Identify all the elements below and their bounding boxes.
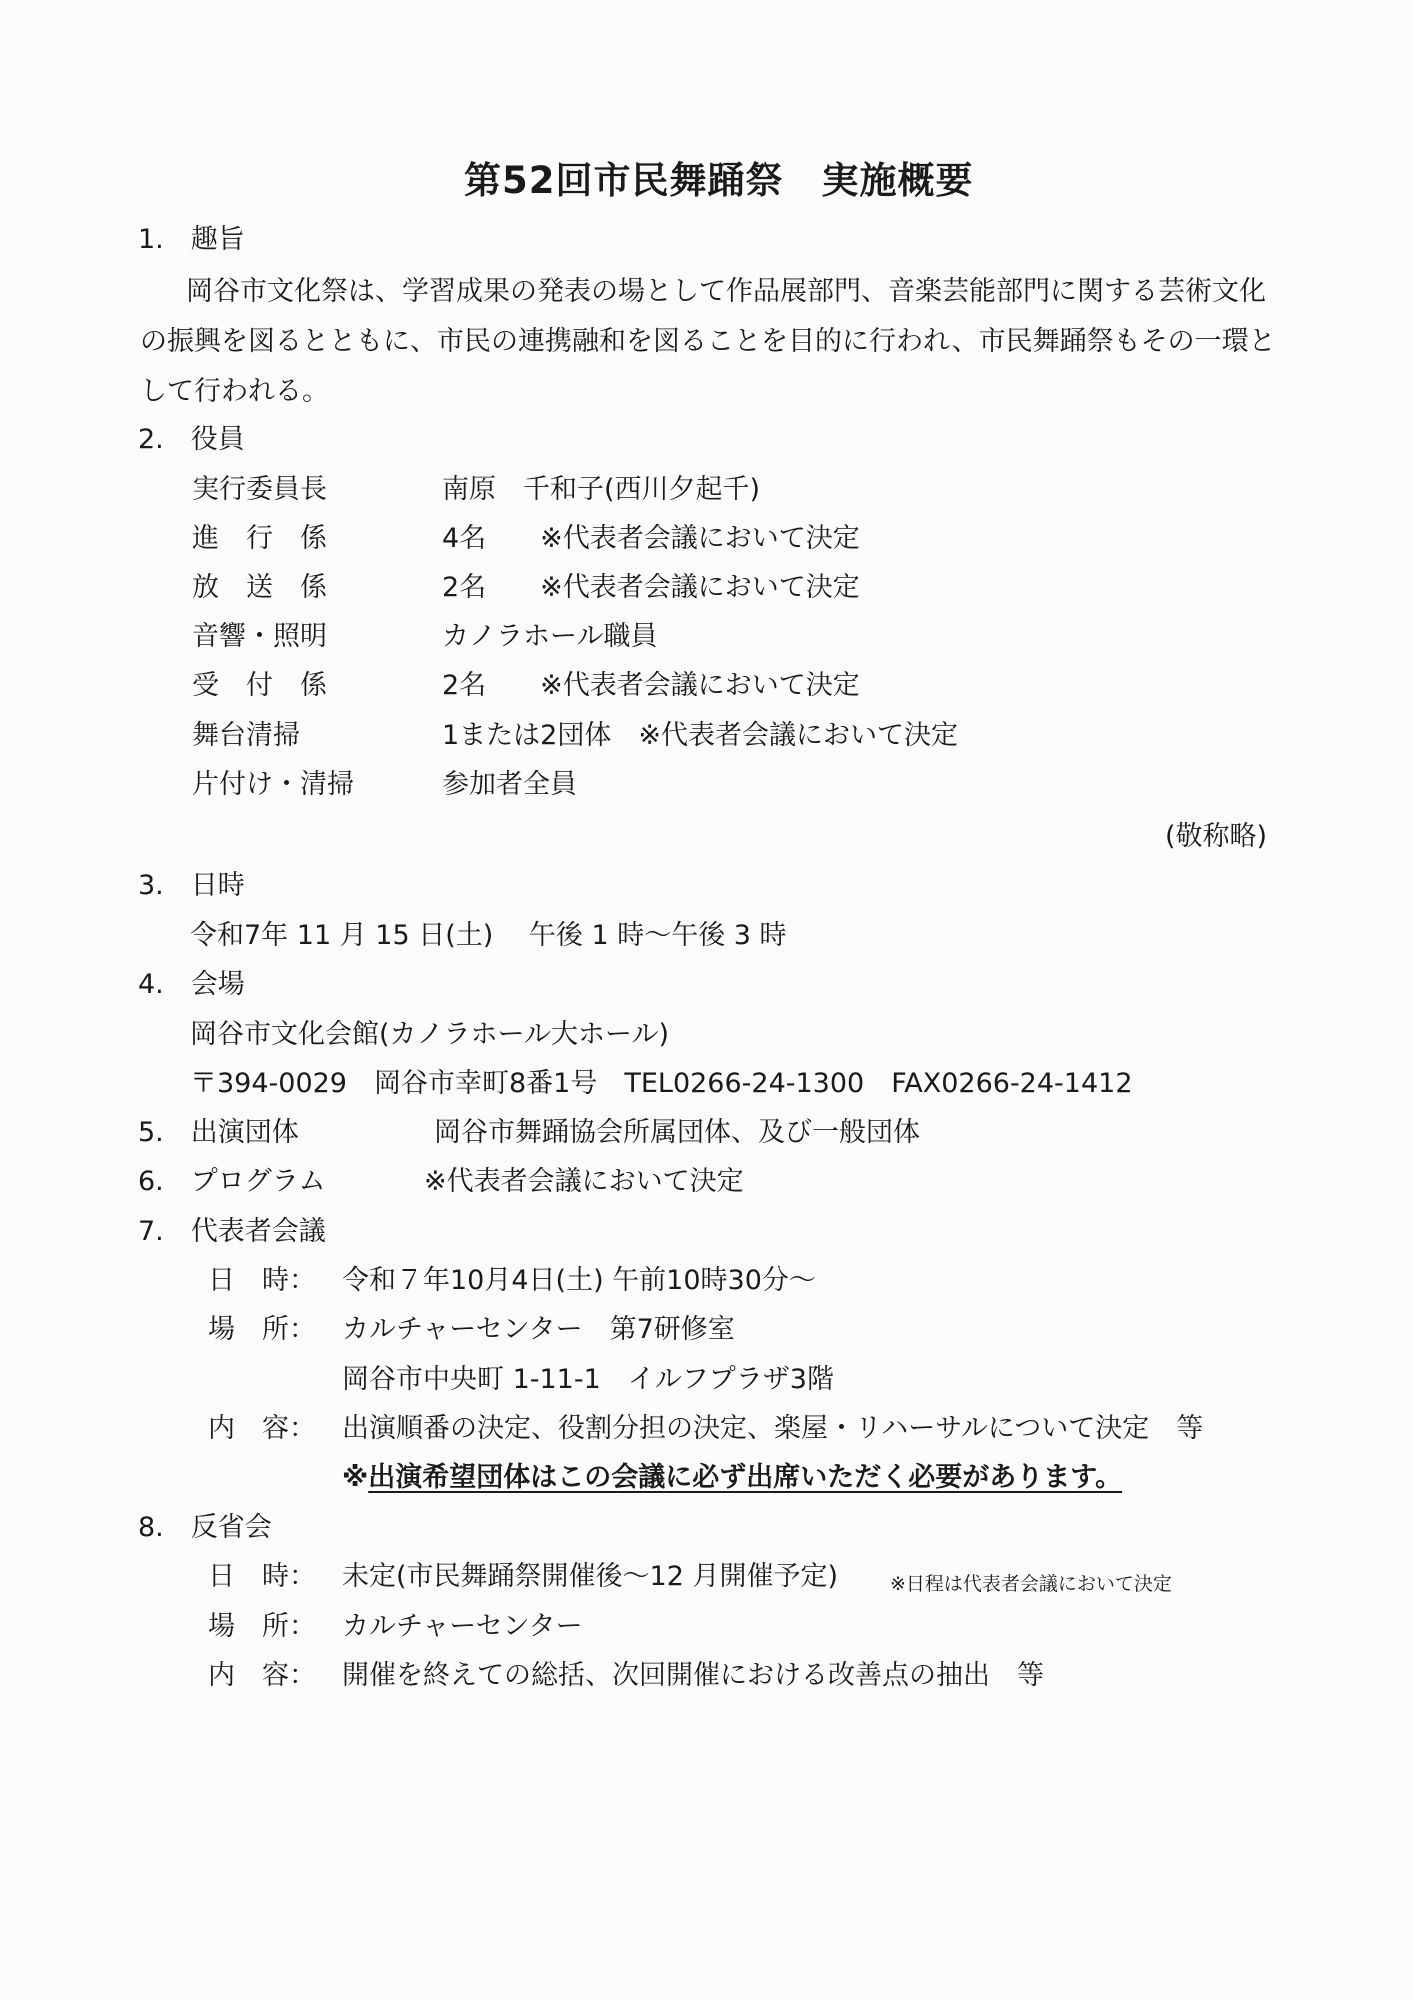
- role-value: 南原 千和子(西川夕起千): [442, 474, 761, 505]
- section-1-heading: 1. 趣旨: [138, 224, 245, 255]
- review-content: 開催を終えての総括、次回開催における改善点の抽出 等: [342, 1660, 1044, 1691]
- role-value: 参加者全員: [442, 769, 577, 800]
- role-label: 音響・照明: [192, 621, 327, 652]
- section-8-heading: 8. 反省会: [138, 1512, 272, 1543]
- purpose-line-1: 岡谷市文化祭は、学習成果の発表の場として作品展部門、音楽芸能部門に関する芸術文化: [186, 276, 1266, 307]
- meeting-place: カルチャーセンター 第7研修室: [342, 1314, 735, 1345]
- meeting-content-label: 内 容：: [208, 1413, 316, 1444]
- purpose-line-2: の振興を図るとともに、市民の連携融和を図ることを目的に行われ、市民舞踊祭もその一環と: [140, 326, 1276, 357]
- performers: 岡谷市舞踊協会所属団体、及び一般団体: [434, 1117, 920, 1148]
- meeting-place-label: 場 所：: [208, 1314, 316, 1345]
- notice-mark: ※: [342, 1462, 369, 1493]
- meeting-datetime: 令和７年10月4日(土) 午前10時30分～: [342, 1265, 816, 1296]
- attendance-notice: [342, 1462, 1122, 1494]
- section-3-heading: 3. 日時: [138, 870, 245, 901]
- section-4-heading: 4. 会場: [138, 969, 245, 1000]
- review-place: カルチャーセンター: [342, 1611, 583, 1642]
- section-6-heading: 6. プログラム: [138, 1166, 326, 1197]
- role-label: 実行委員長: [192, 474, 327, 505]
- section-7-heading: 7. 代表者会議: [138, 1216, 326, 1247]
- review-datetime: 未定(市民舞踊祭開催後～12 月開催予定): [342, 1561, 839, 1592]
- venue-name: 岡谷市文化会館(カノラホール大ホール): [190, 1019, 669, 1050]
- event-datetime: 令和7年 11 月 15 日(土) 午後 1 時～午後 3 時: [190, 920, 787, 951]
- section-5-heading: 5. 出演団体: [138, 1117, 299, 1148]
- meeting-place-address: 岡谷市中央町 1-11-1 イルフプラザ3階: [342, 1364, 834, 1395]
- role-label: 片付け・清掃: [192, 769, 354, 800]
- meeting-datetime-label: 日 時：: [208, 1265, 316, 1296]
- review-datetime-note: ※日程は代表者会議において決定: [890, 1573, 1172, 1595]
- role-value: 2名 ※代表者会議において決定: [442, 670, 860, 701]
- role-value: カノラホール職員: [442, 621, 658, 652]
- role-value: 2名 ※代表者会議において決定: [442, 572, 860, 603]
- purpose-line-3: して行われる。: [140, 376, 329, 407]
- review-place-label: 場 所：: [208, 1611, 316, 1642]
- venue-address: 〒394-0029 岡谷市幸町8番1号 TEL0266-24-1300 FAX0266-24-1412: [190, 1068, 1133, 1099]
- role-label: 舞台清掃: [192, 720, 300, 751]
- review-datetime-label: 日 時：: [208, 1561, 316, 1592]
- honorific-note: (敬称略): [1165, 821, 1268, 852]
- program: ※代表者会議において決定: [424, 1166, 744, 1197]
- page-title: 第52回市民舞踊祭 実施概要: [464, 159, 974, 202]
- review-content-label: 内 容：: [208, 1660, 316, 1691]
- role-value: 4名 ※代表者会議において決定: [442, 523, 860, 554]
- section-2-heading: 2. 役員: [138, 424, 245, 455]
- role-label: 受 付 係: [192, 670, 327, 701]
- role-label: 放 送 係: [192, 572, 327, 603]
- notice-text: 出演希望団体はこの会議に必ず出席いただく必要があります。: [368, 1462, 1123, 1493]
- meeting-content: 出演順番の決定、役割分担の決定、楽屋・リハーサルについて決定 等: [342, 1413, 1204, 1444]
- role-value: 1または2団体 ※代表者会議において決定: [442, 720, 958, 751]
- role-label: 進 行 係: [192, 523, 327, 554]
